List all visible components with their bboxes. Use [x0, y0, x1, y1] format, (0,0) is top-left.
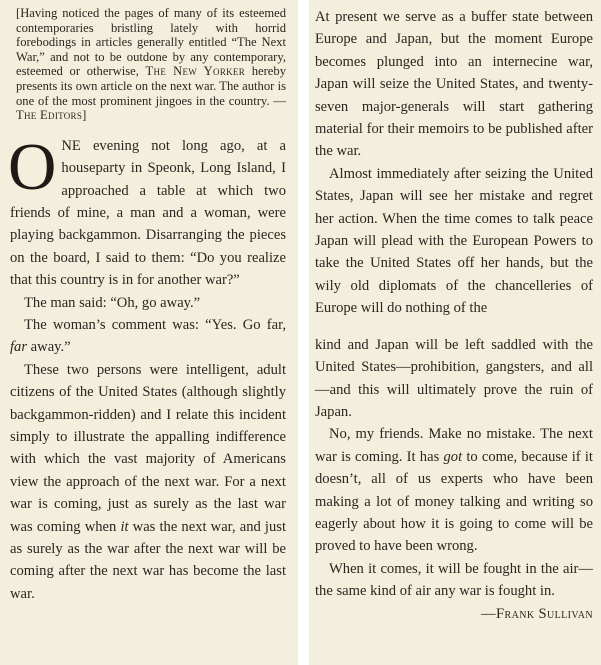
article-paragraph-text: No, my friends. Make no mistake. The next war is coming. It has [315, 426, 593, 465]
article-paragraph-text: The woman’s comment was: “Yes. Go far, [24, 317, 286, 333]
article-body-left [8, 129, 286, 606]
article-paragraph [315, 558, 593, 622]
article-paragraph-text: to come, because if it doesn’t, all of us experts who have been making a lot of money talking and writing so eagerly about how it is going to come will be proved to have been wrong. [315, 448, 593, 555]
emphasis-text: it [120, 518, 129, 535]
magazine-name: The New Yorker [145, 64, 246, 79]
article-paragraph-text: was the next war, and just as surely as the war after the next war will be coming after the next war has become the last war. [10, 518, 286, 602]
editors-credit: The Editors [16, 108, 83, 123]
editors-note [10, 6, 286, 123]
article-body-right [315, 6, 593, 622]
article-paragraph [10, 314, 286, 359]
article-paragraph [8, 129, 286, 292]
article-paragraph [10, 359, 286, 605]
article-paragraph [315, 423, 593, 557]
article-paragraph-continued: kind and Japan will be left saddled with the United States—prohibition, gangsters, and all—and this will ultimately prove the ruin of Japan. [315, 336, 593, 420]
article-paragraph-text: NE evening not long ago, at a houseparty in Speonk, Long Island, I approached a table at which two friends of mine, a man and a woman, were playing backgammon. Disarranging the pieces on the board, I said to them: “Do you realize that this country is in for another war?” [10, 137, 286, 289]
column-gutter [298, 0, 309, 665]
article-paragraph-text: These two persons were intelligent, adult citizens of the United States (although slightly backgammon-ridden) and I relate this incident simply to illustrate the appalling indifference with which the vast majority of Americans view the approach of the next war. For a next war is coming, just as surely as the last war was coming when [10, 361, 286, 535]
editors-note-text: [Having noticed the pages of many of its esteemed contemporaries bristling lately with horrid forebodings in articles generally entitled “The Next War,” and not to be outdone by any contemporary, esteemed or otherwise, [16, 6, 286, 79]
right-column [309, 0, 601, 625]
article-paragraph: Almost immediately after seizing the United States, Japan will see her mistake and regret her action. When the time comes to talk peace Japan will plead with the European Powers to take the United States off her hands, but the wily old diplomats of the chancelleries of Europe will do nothing of the [315, 165, 593, 317]
editors-note-close-bracket: ] [82, 108, 87, 123]
author-signature: —Frank Sullivan [481, 605, 593, 622]
emphasis-text: far [10, 339, 28, 356]
left-column [0, 0, 298, 605]
article-paragraph: The man said: “Oh, go away.” [24, 294, 201, 311]
article-paragraph: At present we serve as a buffer state between Europe and Japan, but the moment Europe becomes plunged into an internecine war, Japan will seize the United States, and twenty-seven major-generals will start gathering material for their memoirs to be published after the war. [315, 9, 593, 160]
column-break [315, 320, 593, 334]
drop-cap: O [8, 129, 57, 204]
emphasis-text: got [443, 448, 463, 465]
article-paragraph-text: away.” [27, 339, 71, 356]
editors-note-text-continued: hereby presents its own article on the next war. The author is one of the most prominent jingoes in the country. — [16, 64, 286, 108]
article-paragraph-text: When it comes, it will be fought in the air—the same kind of air any war is fought in. [315, 560, 593, 600]
